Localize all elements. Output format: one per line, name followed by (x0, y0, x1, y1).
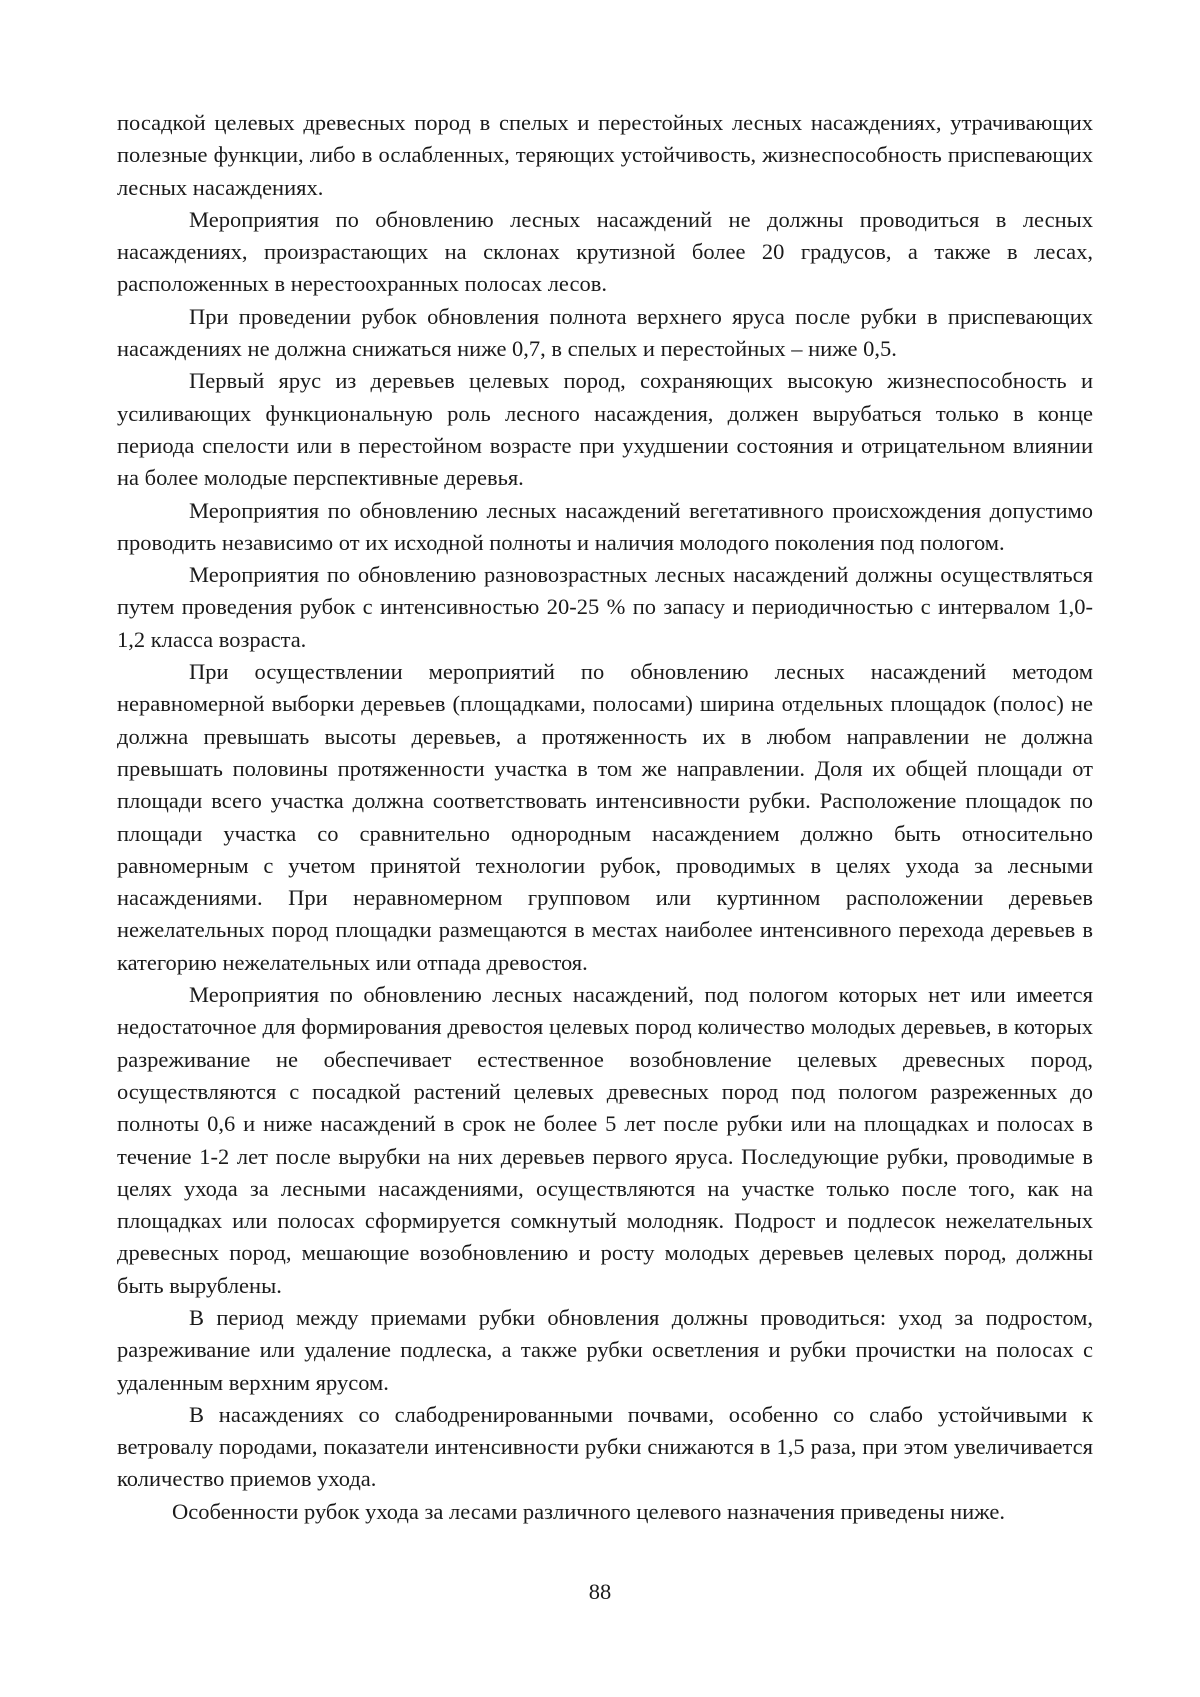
paragraph-between-cuts: В период между приемами рубки обновления должны проводиться: уход за подростом, разреживание или удаление подлеска, а также рубки осветления и рубки прочистки на полосах с удаленным верхним ярусом. (117, 1304, 1093, 1395)
paragraph-slopes-restriction: Мероприятия по обновлению лесных насаждений не должны проводиться в лесных насаждениях, произрастающих на склонах крутизной более 20 градусов, а также в лесах, расположенных в нерестоохранных полосах лесов. (117, 206, 1093, 297)
page-number: 88 (588, 1579, 612, 1604)
document-page (117, 107, 1093, 1528)
paragraph-first-tier: Первый ярус из деревьев целевых пород, сохраняющих высокую жизнеспособность и усиливающих функциональную роль лесного насаждения, должен вырубаться только в конце периода спелости или в перестойном возрасте при ухудшении состояния и отрицательном влиянии на более молодые перспективные деревья. (117, 368, 1093, 491)
paragraph-continuation: посадкой целевых древесных пород в спелых и перестойных лесных насаждениях, утрачивающих полезные функции, либо в ослабленных, теряющих устойчивость, жизнеспособность приспевающих лесных насаждениях. (117, 110, 1093, 200)
paragraph-closing: Особенности рубок ухода за лесами различного целевого назначения приведены ниже. (172, 1498, 1006, 1524)
paragraph-underplanting: Мероприятия по обновлению лесных насаждений, под пологом которых нет или имеется недостаточное для формирования древостоя целевых пород количество молодых деревьев, в которых разреживание не обеспечивает естественное возобновление целевых древесных пород, осуществляются с посадкой растений целевых древесных пород под пологом разреженных до полноты 0,6 и ниже насаждений в срок не более 5 лет после рубки или на площадках и полосах в течение 1-2 лет после вырубки на них деревьев первого яруса. Последующие рубки, проводимые в целях ухода за лесными насаждениями, осуществляются на участке только после того, как на площадках или полосах сформируется сомкнутый молодняк. Подрост и подлесок нежелательных древесных пород, мешающие возобновлению и росту молодых деревьев целевых пород, должны быть вырублены. (117, 982, 1093, 1298)
paragraph-wet-soils: В насаждениях со слабодренированными почвами, особенно со слабо устойчивыми к ветровалу породами, показатели интенсивности рубки снижаются в 1,5 раза, при этом увеличивается количество приемов ухода. (117, 1401, 1093, 1492)
paragraph-uneven-aged: Мероприятия по обновлению разновозрастных лесных насаждений должны осуществляться путем проведения рубок с интенсивностью 20-25 % по запасу и периодичностью с интервалом 1,0-1,2 класса возраста. (117, 562, 1093, 652)
paragraph-uneven-selection: При осуществлении мероприятий по обновлению лесных насаждений методом неравномерной выборки деревьев (площадками, полосами) ширина отдельных площадок (полос) не должна превышать высоты деревьев, а протяженность их в любом направлении не должна превышать половины протяженности участка в том же направлении. Доля их общей площади от площади всего участка должна соответствовать интенсивности рубки. Расположение площадок по площади участка со сравнительно однородным насаждением должно быть относительно равномерным с учетом принятой технологии рубок, проводимых в целях ухода за лесными насаждениями. При неравномерном групповом или куртинном расположении деревьев нежелательных пород площадки размещаются в местах наиболее интенсивного перехода деревьев в категорию нежелательных или отпада древостоя. (117, 659, 1093, 975)
paragraph-density-limits: При проведении рубок обновления полнота верхнего яруса после рубки в приспевающих насаждениях не должна снижаться ниже 0,7, в спелых и перестойных – ниже 0,5. (117, 303, 1093, 362)
paragraph-vegetative-origin: Мероприятия по обновлению лесных насаждений вегетативного происхождения допустимо проводить независимо от их исходной полноты и наличия молодого поколения под пологом. (117, 497, 1093, 555)
